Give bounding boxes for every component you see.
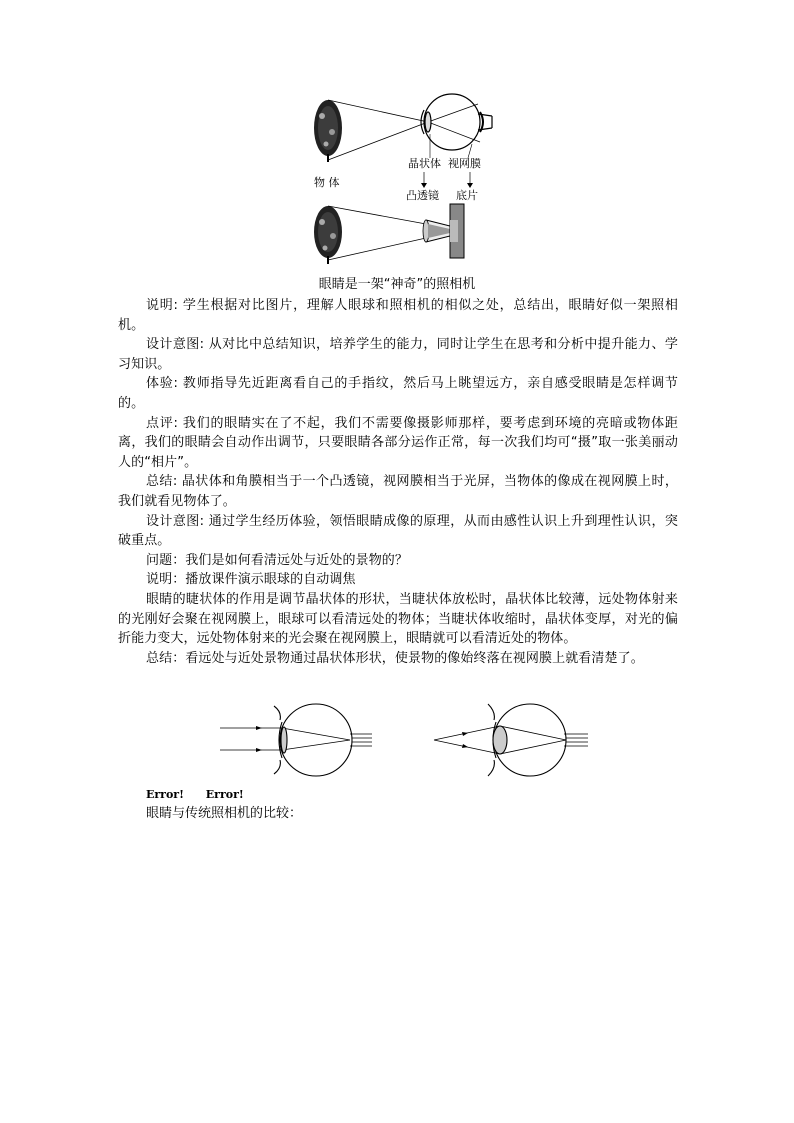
paragraph-question: 问题：我们是如何看清远处与近处的景物的？ — [146, 552, 409, 568]
tree-top-icon — [314, 100, 342, 162]
error-markers — [146, 788, 262, 801]
lens-label: 晶状体 — [408, 157, 441, 170]
film-label: 底片 — [456, 189, 478, 202]
camera-icon — [423, 204, 464, 258]
convex-lens-label: 凸透镜 — [406, 189, 439, 202]
paragraph-summary-2: 总结：看远处与近处景物通过晶状体形状，使景物的像始终落在视网膜上就看清楚了。 — [146, 650, 644, 666]
figure-caption: 眼睛是一架“神奇”的照相机 — [318, 277, 476, 292]
paragraph-design-intent: 设计意图: 从对比中总结知识，培养学生的能力，同时让学生在思考和分析中提升能力、学习知识。 — [118, 337, 678, 372]
eye-near-icon — [434, 704, 588, 776]
eye-icon — [421, 94, 492, 150]
paragraph-summary: 总结: 晶状体和角膜相当于一个凸透镜，视网膜相当于光屏，当物体的像成在视网膜上时，我们就看见物体了。 — [118, 474, 678, 509]
comparison-heading: 眼睛与传统照相机的比较： — [146, 806, 303, 821]
paragraph-explanation: 说明: 学生根据对比图片，理解人眼球和照相机的相似之处，总结出，眼睛好似一架照相机。 — [118, 298, 678, 333]
object-label: 物 体 — [314, 176, 340, 189]
paragraph-design-intent-2: 设计意图: 通过学生经历体验，领悟眼睛成像的原理，从而由感性认识上升到理性认识，突破重点。 — [118, 513, 678, 549]
body-text — [118, 296, 678, 668]
error-text-2: Error! — [205, 788, 244, 801]
tree-bottom-icon — [314, 206, 342, 264]
paragraph-experience: 体验: 教师指导先近距离看自己的手指纹，然后马上眺望远方，亲自感受眼睛是怎样调节的。 — [118, 376, 678, 411]
paragraph-explanation-2: 说明：播放课件演示眼球的自动调焦 — [146, 572, 356, 588]
eye-focus-figure — [212, 698, 608, 786]
retina-label: 视网膜 — [448, 157, 481, 170]
paragraph-ciliary: 眼睛的睫状体的作用是调节晶状体的形状，当睫状体放松时，晶状体比较薄，远处物体射来的光刚好会聚在视网膜上，眼球可以看清远处的物体；当睫状体收缩时，晶状体变厚，对光的偏折能力变大，远处物体射来的光会聚在视网膜上，眼睛就可以看清近处的物体。 — [118, 591, 678, 647]
paragraph-comment: 点评: 我们的眼睛实在了不起，我们不需要像摄影师那样，要考虑到环境的亮暗或物体距离，我们的眼睛会自动作出调节，只要眼睛各部分运作正常，每一次我们均可“摄”取一张美丽动人的“相片”。 — [118, 415, 678, 470]
error-text-1: Error! — [146, 788, 184, 801]
eye-far-icon — [220, 704, 372, 776]
eye-camera-figure — [300, 92, 510, 274]
